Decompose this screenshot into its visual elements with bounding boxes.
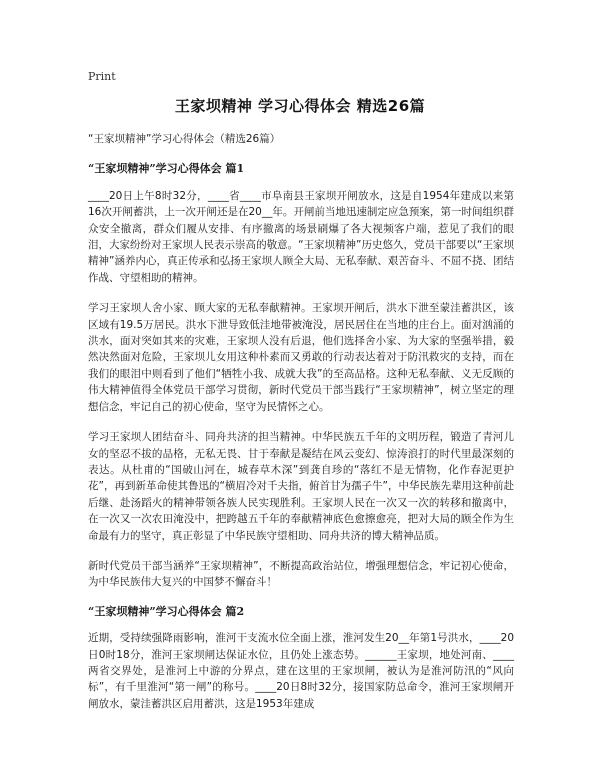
section-heading: “王家坝精神”学习心得体会 篇2 bbox=[88, 604, 245, 618]
section-heading: “王家坝精神”学习心得体会 篇1 bbox=[88, 162, 245, 176]
page-title: 王家坝精神 学习心得体会 精选26篇 bbox=[174, 97, 426, 115]
paragraph: 学习王家坝人舍小家、顾大家的无私奉献精神。王家坝开闸后，洪水下泄至蒙洼蓄洪区，该区域有19.5万居民。洪水下泄导致低洼地带被淹没，居民居住在当地的庄台上。面对汹涌的洪水，面对突如其来的灾难，王家坝人没有后退，他们选择舍小家、为大家的坚强举措，毅然决然面对危险，王家坝儿女用这种朴素而又勇敢的行动表达着对于防汛救灾的支持，而在我们的眼泪中则看到了他们“牺牲小我、成就大我”的至高品格。这种无私奉献、义无反顾的伟大精神值得全体党员干部学习贯彻，新时代党员干部当践行“王家坝精神”，树立坚定的理想信念，牢记自己的初心使命，坚守为民情怀之心。 bbox=[88, 302, 514, 413]
paragraph: 近期，受持续强降雨影响，淮河干支流水位全面上涨，淮河发生20__年第1号洪水，____20日0时18分，淮河王家坝闸达保证水位，且仍处上涨态势。______王家坝，地处河南、____两省交界处，是淮河上中游的分界点，建在这里的王家坝闸，被认为是淮河防汛的“风向标”，有千里淮河“第一闸”的称号。____20日8时32分，接国家防总命令，淮河王家坝闸开闸放水，蒙洼蓄洪区启用蓄洪，这是1953年建成 bbox=[88, 632, 514, 710]
section bbox=[88, 604, 514, 712]
section bbox=[88, 161, 514, 590]
document-body bbox=[88, 131, 514, 726]
print-label[interactable]: Print bbox=[88, 70, 116, 83]
paragraph: 新时代党员干部当涵养“王家坝精神”，不断提高政治站位，增强理想信念，牢记初心使命，为中华民族伟大复兴的中国梦不懈奋斗！ bbox=[88, 559, 514, 589]
document-subtitle: “王家坝精神”学习心得体会（精选26篇） bbox=[88, 133, 281, 145]
paragraph: ____20日上午8时32分，____省____市阜南县王家坝开闸放水，这是自1954年建成以来第16次开闸蓄洪，上一次开闸还是在20__年。开闸前当地迅速制定应急预案，第一时间组织群众安全撤离，群众们履从安排、有序撤离的场景刷爆了各大视频客户端，惹见了我们的眼泪，大家纷纷对王家坝人民表示崇高的敬意。“王家坝精神”历史悠久，党员干部要以“王家坝精神”涵养内心，真正传承和弘扬王家坝人顾全大局、无私奉献、艰苦奋斗、不屈不挠、团结作战、守望相助的精神。 bbox=[88, 189, 514, 284]
paragraph: 学习王家坝人团结奋斗、同舟共济的担当精神。中华民族五千年的文明历程，锻造了青河儿女的坚忍不拔的品格，无私无畏、甘于奉献是凝结在风云变幻、惊涛浪打的时代里最深刻的表达。从杜甫的“国破山河在，城春草木深”到龚自珍的“落红不是无情物，化作春泥更护花”，再到新革命使其鲁迅的“横眉冷对千夫指，俯首甘为孺子牛”，中华民族先辈用这种前赴后继、赴汤蹈火的精神带领各族人民实现胜利。王家坝人民在一次又一次的转移和撤离中，在一次又一次农田淹没中，把跨越五千年的奉献精神底色愈擦愈亮，把对大局的顾全作为生命最有力的坚守，真正彰显了中华民族守望相助、同舟共济的博大精神品质。 bbox=[88, 431, 514, 542]
